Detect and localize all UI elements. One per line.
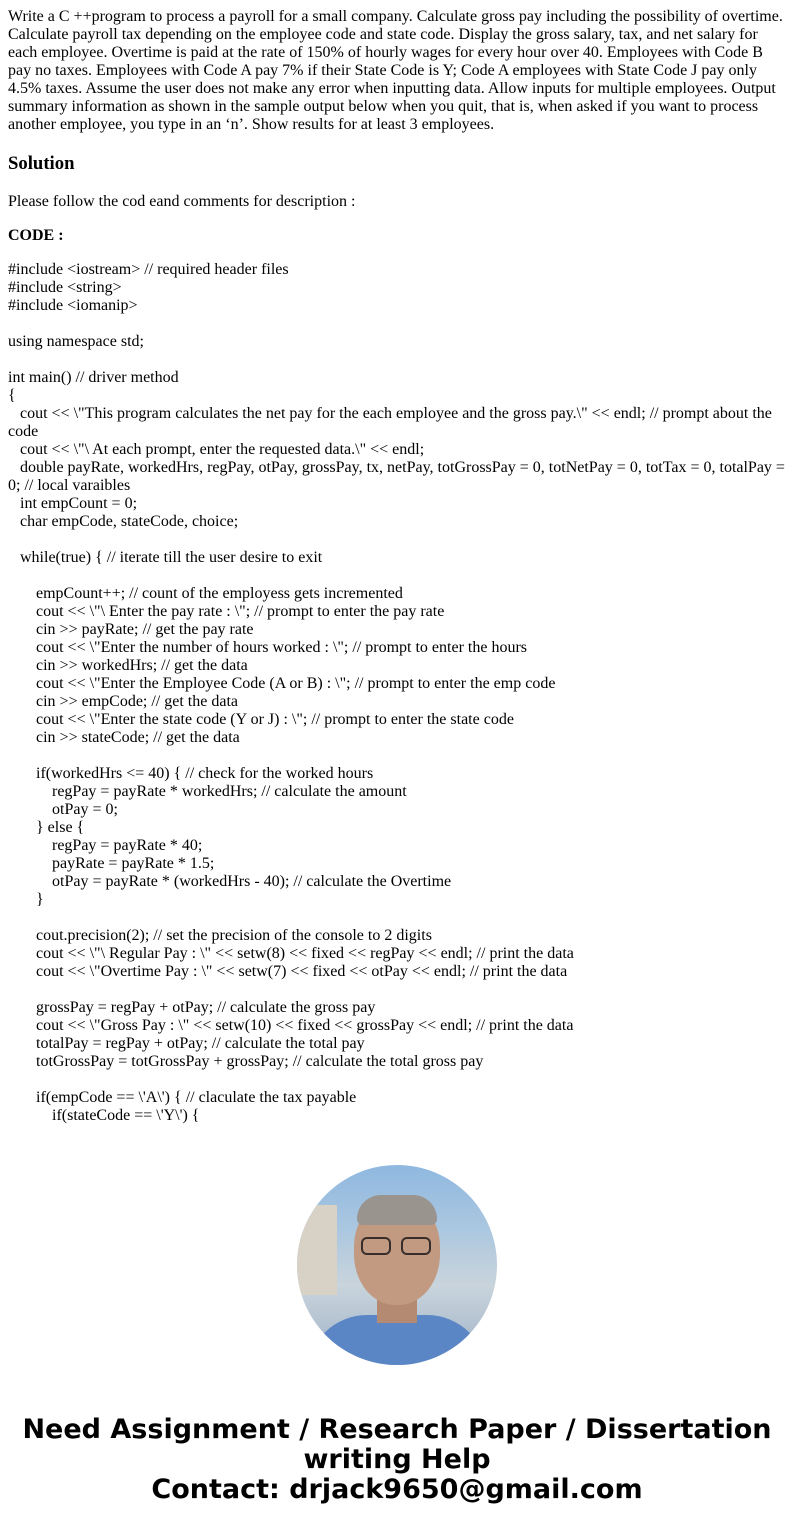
code-line: totalPay = regPay + otPay; // calculate the total pay bbox=[36, 1035, 365, 1052]
code-line: if(empCode == \'A\') { // claculate the tax payable bbox=[36, 1089, 357, 1106]
code-line bbox=[8, 315, 786, 333]
code-line: cin >> empCode; // get the data bbox=[36, 693, 238, 710]
code-line: double payRate, workedHrs, regPay, otPay, grossPay, tx, netPay, totGrossPay = 0, totNetPay = 0, totTax = 0, totalPay = 0; // local varaibles bbox=[8, 459, 789, 494]
contact-line: Contact: drjack9650@gmail.com bbox=[151, 1474, 643, 1505]
code-label: CODE : bbox=[8, 227, 64, 244]
code-line: cout << \"Enter the number of hours worked : \"; // prompt to enter the hours bbox=[36, 639, 528, 656]
code-line: cin >> stateCode; // get the data bbox=[36, 729, 240, 746]
code-line bbox=[8, 1071, 786, 1089]
code-line: cin >> workedHrs; // get the data bbox=[36, 657, 248, 674]
code-line bbox=[8, 747, 786, 765]
code-line: grossPay = regPay + otPay; // calculate the gross pay bbox=[36, 999, 376, 1016]
code-line: } else { bbox=[36, 819, 85, 836]
code-line: cin >> payRate; // get the pay rate bbox=[36, 621, 254, 638]
glasses-icon bbox=[361, 1237, 433, 1255]
code-line: using namespace std; bbox=[8, 333, 144, 350]
code-line: payRate = payRate * 1.5; bbox=[52, 855, 215, 872]
code-line: if(workedHrs <= 40) { // check for the worked hours bbox=[36, 765, 374, 782]
code-line bbox=[8, 567, 786, 585]
code-line: empCount++; // count of the employess gets incremented bbox=[36, 585, 403, 602]
code-line: { bbox=[8, 387, 16, 404]
code-line: cout << \"Overtime Pay : \" << setw(7) << fixed << otPay << endl; // print the data bbox=[36, 963, 568, 980]
code-line: totGrossPay = totGrossPay + grossPay; // calculate the total gross pay bbox=[36, 1053, 484, 1070]
author-photo bbox=[297, 1165, 497, 1365]
code-line: while(true) { // iterate till the user desire to exit bbox=[20, 549, 323, 566]
code-line: } bbox=[36, 891, 44, 908]
promo-line: Need Assignment / Research Paper / Dissertation writing Help bbox=[22, 1414, 772, 1475]
code-line: regPay = payRate * 40; bbox=[52, 837, 203, 854]
code-line: #include <string> bbox=[8, 279, 122, 296]
code-line: cout << \"\ Enter the pay rate : \"; // prompt to enter the pay rate bbox=[36, 603, 445, 620]
code-line: cout << \"Gross Pay : \" << setw(10) << fixed << grossPay << endl; // print the data bbox=[36, 1017, 574, 1034]
code-line: cout << \"Enter the Employee Code (A or B) : \"; // prompt to enter the emp code bbox=[36, 675, 556, 692]
code-block bbox=[8, 261, 789, 1125]
code-line: char empCode, stateCode, choice; bbox=[20, 513, 239, 530]
solution-heading: Solution bbox=[8, 153, 75, 174]
promo-footer bbox=[0, 1415, 794, 1505]
code-line bbox=[8, 909, 786, 927]
code-line bbox=[8, 981, 786, 999]
author-photo-container bbox=[0, 1165, 794, 1365]
question-text: Write a C ++program to process a payroll for a small company. Calculate gross pay including the possibility of overtime. Calculate payroll tax depending on the employee code and state code. Display the gross salary, tax, and net salary for each employee. Overtime is paid at the rate of 150% of hourly wages for every hour over 40. Employees with Code B pay no taxes. Employees with Code A pay 7% if their State Code is Y; Code A employees with State Code J pay only 4.5% taxes. Assume the user does not make any error when inputting data. Allow inputs for multiple employees. Output summary information as shown in the sample output below when you quit, that is, when asked if you want to process another employee, you type in an ‘n’. Show results for at least 3 employees. bbox=[8, 8, 783, 133]
code-line: if(stateCode == \'Y\') { bbox=[52, 1107, 200, 1124]
solution-lead: Please follow the cod eand comments for description : bbox=[8, 193, 356, 210]
code-line: #include <iomanip> bbox=[8, 297, 138, 314]
code-line: cout << \"This program calculates the net pay for the each employee and the gross pay.\" << endl; // prompt about the code bbox=[8, 405, 776, 440]
code-line: regPay = payRate * workedHrs; // calculate the amount bbox=[52, 783, 407, 800]
code-line: otPay = payRate * (workedHrs - 40); // calculate the Overtime bbox=[52, 873, 452, 890]
code-line: cout << \"\ Regular Pay : \" << setw(8) << fixed << regPay << endl; // print the data bbox=[36, 945, 574, 962]
code-line: otPay = 0; bbox=[52, 801, 118, 818]
code-line: cout << \"Enter the state code (Y or J) : \"; // prompt to enter the state code bbox=[36, 711, 514, 728]
code-line bbox=[8, 351, 786, 369]
code-line: int empCount = 0; bbox=[20, 495, 138, 512]
code-line: cout << \"\ At each prompt, enter the requested data.\" << endl; bbox=[20, 441, 425, 458]
code-line bbox=[8, 531, 786, 549]
code-line: #include <iostream> // required header files bbox=[8, 261, 289, 278]
code-line: cout.precision(2); // set the precision of the console to 2 digits bbox=[36, 927, 432, 944]
code-line: int main() // driver method bbox=[8, 369, 179, 386]
